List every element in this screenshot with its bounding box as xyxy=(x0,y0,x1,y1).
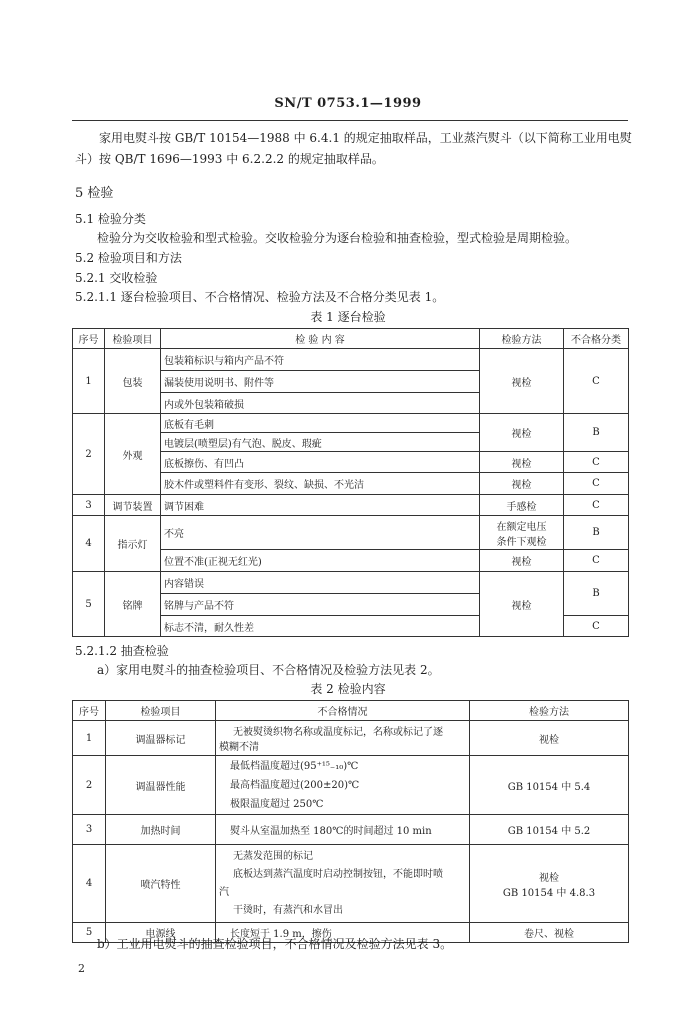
cell-method xyxy=(470,845,629,923)
cell-item: 电源线 xyxy=(106,923,216,943)
table-row xyxy=(73,572,629,594)
cell-content: 位置不准(正视无红光) xyxy=(161,550,480,572)
cell-class: B xyxy=(564,414,629,452)
cell-method: 卷尺、视检 xyxy=(470,923,629,943)
cell-content xyxy=(216,721,470,756)
content-line: 底板达到蒸汽温度时启动控制按钮，不能即时喷 xyxy=(233,868,443,880)
cell-no: 1 xyxy=(73,721,106,756)
cell-method: 手感检 xyxy=(480,495,564,516)
cell-content: 调节困难 xyxy=(161,495,480,516)
method-line: GB 10154 中 4.8.3 xyxy=(502,887,596,899)
t1-head-item: 检验项目 xyxy=(105,329,161,349)
cell-method: GB 10154 中 5.4 xyxy=(470,756,629,815)
cell-method xyxy=(480,516,564,550)
section-5-2-1-heading: 5.2.1 交收检验 xyxy=(75,271,158,285)
cell-content: 底板擦伤、有凹凸 xyxy=(161,452,480,473)
header-rule xyxy=(72,120,628,121)
cell-content: 内容错误 xyxy=(161,572,480,594)
page-header: SN/T 0753.1—1999 xyxy=(274,96,422,111)
table-2-caption: 表 2 检验内容 xyxy=(310,682,386,696)
section-5-2-1-1-text: 5.2.1.1 逐台检验项目、不合格情况、检验方法及不合格分类见表 1。 xyxy=(75,290,445,304)
table-row xyxy=(73,349,629,371)
t1-head-method: 检验方法 xyxy=(480,329,564,349)
cell-method: 视检 xyxy=(480,550,564,572)
cell-item: 加热时间 xyxy=(106,815,216,845)
method-line: 视检 xyxy=(539,872,559,884)
cell-method: 视检 xyxy=(480,572,564,637)
cell-method: 视检 xyxy=(480,414,564,452)
table-row xyxy=(73,516,629,550)
cell-content: 胶木件或塑料件有变形、裂纹、缺损、不光洁 xyxy=(161,473,480,495)
table-1-caption: 表 1 逐台检验 xyxy=(310,310,386,324)
cell-content: 熨斗从室温加热至 180℃的时间超过 10 min xyxy=(216,815,470,845)
content-line: 干烫时，有蒸汽和水冒出 xyxy=(233,904,343,916)
section-5-1-heading: 5.1 检验分类 xyxy=(75,212,146,226)
cell-content: 内或外包装箱破损 xyxy=(161,393,480,414)
cell-class: C xyxy=(564,452,629,473)
cell-item: 外观 xyxy=(105,414,161,495)
cell-no: 5 xyxy=(73,923,106,943)
intro-paragraph: 家用电熨斗按 GB/T 10154—1988 中 6.4.1 的规定抽取样品，工业蒸汽熨斗（以下简称工业用电熨斗）按 QB/T 1696—1993 中 6.2.2.2 的规定抽取样品。 xyxy=(75,131,632,166)
cell-item: 调节装置 xyxy=(105,495,161,516)
table-row xyxy=(73,815,629,845)
table-row xyxy=(73,495,629,516)
cell-class: C xyxy=(564,349,629,414)
cell-content: 铭牌与产品不符 xyxy=(161,594,480,616)
cell-class: C xyxy=(564,473,629,495)
cell-method: 视检 xyxy=(480,473,564,495)
method-line: 在额定电压 xyxy=(496,521,547,533)
table-row xyxy=(73,721,629,756)
table-row xyxy=(73,845,629,923)
method-line: 条件下观检 xyxy=(496,536,547,548)
table-1-header-row xyxy=(73,329,629,349)
t1-head-class: 不合格分类 xyxy=(564,329,629,349)
page-number: 2 xyxy=(78,962,85,975)
table-2-header-row xyxy=(73,701,629,721)
cell-no: 3 xyxy=(73,815,106,845)
cell-content: 包装箱标识与箱内产品不符 xyxy=(161,349,480,371)
cell-item: 包装 xyxy=(105,349,161,414)
section-5-2-1-2-a: a）家用电熨斗的抽查检验项目、不合格情况及检验方法见表 2。 xyxy=(97,663,440,677)
cell-content: 不亮 xyxy=(161,516,480,550)
t2-head-method: 检验方法 xyxy=(470,701,629,721)
cell-class: C xyxy=(564,495,629,516)
t1-head-no: 序号 xyxy=(73,329,105,349)
t2-head-content: 不合格情况 xyxy=(216,701,470,721)
content-line: 无被熨烫织物名称或温度标记，名称或标记了逐 xyxy=(233,727,443,738)
section-5-2-1-2-b: b）工业用电熨斗的抽查检验项目，不合格情况及检验方法见表 3。 xyxy=(97,937,453,951)
cell-content: 标志不清，耐久性差 xyxy=(161,616,480,637)
cell-no: 1 xyxy=(73,349,105,414)
content-line: 最低档温度超过(95⁺¹⁵₋₁₀)℃ xyxy=(230,760,359,772)
cell-item: 指示灯 xyxy=(105,516,161,572)
cell-item: 喷汽特性 xyxy=(106,845,216,923)
cell-class: C xyxy=(564,550,629,572)
cell-no: 3 xyxy=(73,495,105,516)
cell-class: B xyxy=(564,572,629,616)
cell-no: 4 xyxy=(73,845,106,923)
cell-item: 调温器性能 xyxy=(106,756,216,815)
cell-no: 4 xyxy=(73,516,105,572)
cell-method: GB 10154 中 5.2 xyxy=(470,815,629,845)
content-line: 最高档温度超过(200±20)℃ xyxy=(230,779,360,791)
cell-content xyxy=(216,756,470,815)
content-line: 极限温度超过 250℃ xyxy=(230,798,324,810)
cell-class: C xyxy=(564,616,629,637)
section-5-heading: 5 检验 xyxy=(75,186,114,201)
t1-head-content: 检 验 内 容 xyxy=(161,329,480,349)
content-line: 汽 xyxy=(219,886,229,898)
cell-no: 2 xyxy=(73,756,106,815)
cell-content xyxy=(216,845,470,923)
cell-class: B xyxy=(564,516,629,550)
cell-item: 铭牌 xyxy=(105,572,161,637)
content-line: 无蒸发范围的标记 xyxy=(233,850,313,862)
table-2 xyxy=(72,700,629,943)
cell-no: 2 xyxy=(73,414,105,495)
cell-content: 底板有毛刺 xyxy=(161,414,480,433)
cell-method: 视检 xyxy=(480,349,564,414)
cell-content: 长度短于 1.9 m，擦伤 xyxy=(216,923,470,943)
section-5-1-text: 检验分为交收检验和型式检验。交收检验分为逐台检验和抽查检验，型式检验是周期检验。 xyxy=(97,231,578,245)
cell-content: 漏装使用说明书、附件等 xyxy=(161,371,480,393)
cell-method: 视检 xyxy=(480,452,564,473)
table-row xyxy=(73,756,629,815)
cell-item: 调温器标记 xyxy=(106,721,216,756)
t2-head-item: 检验项目 xyxy=(106,701,216,721)
section-5-2-1-2-heading: 5.2.1.2 抽查检验 xyxy=(75,644,169,658)
table-1 xyxy=(72,328,629,637)
table-row xyxy=(73,414,629,433)
content-line: 模糊不清 xyxy=(219,742,259,753)
section-5-2-heading: 5.2 检验项目和方法 xyxy=(75,251,182,265)
t2-head-no: 序号 xyxy=(73,701,106,721)
cell-no: 5 xyxy=(73,572,105,637)
cell-content: 电镀层(喷塑层)有气泡、脱皮、瑕疵 xyxy=(161,433,480,452)
cell-method: 视检 xyxy=(470,721,629,756)
